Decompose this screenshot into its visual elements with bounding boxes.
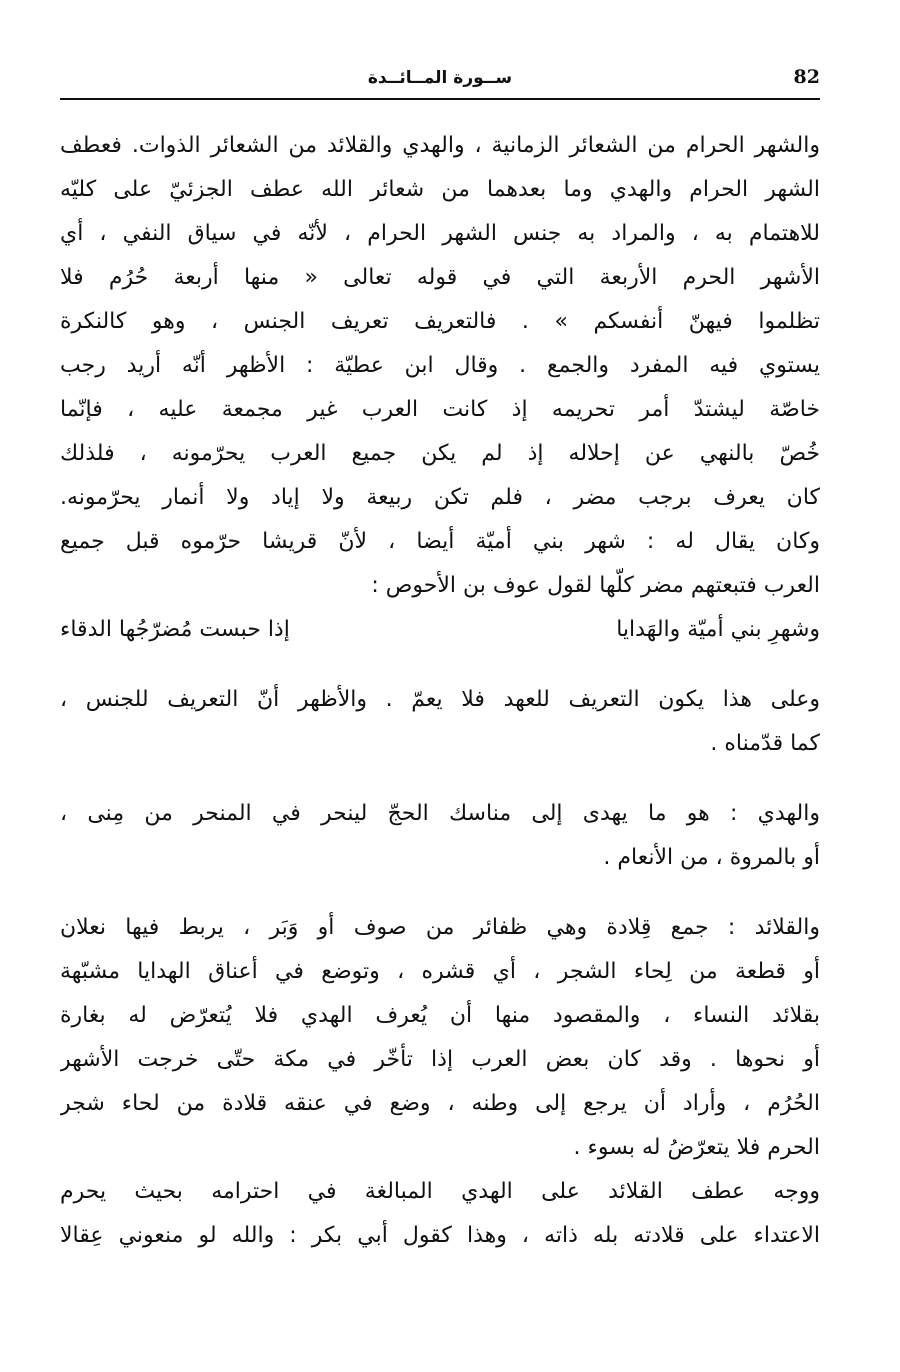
text-line: وعلى هذا يكون التعريف للعهد فلا يعمّ . والأظهر أنّ التعريف للجنس ، <box>60 687 820 712</box>
text-line: للاهتمام به ، والمراد به جنس الشهر الحرام ، لأنّه في سياق النفي ، أي <box>60 221 820 246</box>
text-line: الحُرُم ، وأراد أن يرجع إلى وطنه ، وضع في عنقه قلادة من لحاء شجر <box>60 1091 820 1116</box>
text-line: الحرم فلا يتعرّضُ له بسوء . <box>573 1135 820 1160</box>
text-line: والهدي : هو ما يهدى إلى مناسك الحجّ لينحر في المنحر من مِنى ، <box>60 801 820 826</box>
text-line: الاعتداء على قلادته بله ذاته ، وهذا كقول أبي بكر : والله لو منعوني عِقالا <box>60 1223 820 1248</box>
verse-first-hemistich: وشهرِ بني أميّة والهَدايا <box>616 617 820 642</box>
text-line: خاصّة ليشتدّ أمر تحريمه إذ كانت العرب غير مجمعة عليه ، فإنّما <box>60 397 820 422</box>
paragraph-shahr-haram <box>60 124 820 608</box>
running-header <box>60 60 820 98</box>
text-line: أو قطعة من لِحاء الشجر ، أي قشره ، وتوضع في أعناق الهدايا مشبّهة <box>60 959 820 984</box>
paragraph-gap <box>60 880 820 906</box>
paragraph-wajh <box>60 1170 820 1258</box>
body-text <box>60 124 820 1258</box>
text-line: أو نحوها . وقد كان بعض العرب إذا تأخّر في مكة حتّى خرجت الأشهر <box>60 1047 820 1072</box>
text-line: وكان يقال له : شهر بني أميّة أيضا ، لأنّ قريشا حرّموه قبل جميع <box>60 529 820 554</box>
text-line: بقلائد النساء ، والمقصود منها أن يُعرف الهدي فلا يُتعرّض له بغارة <box>60 1003 820 1028</box>
poetry-verse <box>60 608 820 652</box>
text-line: تظلموا فيهنّ أنفسكم » . فالتعريف تعريف الجنس ، وهو كالنكرة <box>60 309 820 334</box>
text-line: يستوي فيه المفرد والجمع . وقال ابن عطيّة : الأظهر أنّه أريد رجب <box>60 353 820 378</box>
text-line: أو بالمروة ، من الأنعام . <box>603 845 820 870</box>
text-line: والقلائد : جمع قِلادة وهي ظفائر من صوف أو وَبَر ، يربط فيها نعلان <box>60 915 820 940</box>
text-line: كان يعرف برجب مضر ، فلم تكن ربيعة ولا إياد ولا أنمار يحرّمونه. <box>60 485 820 510</box>
page-number: 82 <box>793 66 820 88</box>
surah-title: ســورة المــائــدة <box>367 68 513 88</box>
text-line: ووجه عطف القلائد على الهدي المبالغة في احترامه بحيث يحرم <box>60 1179 820 1204</box>
header-rule <box>60 98 820 100</box>
paragraph-gap <box>60 766 820 792</box>
verse-second-hemistich: إذا حبست مُضرّجُها الدقاء <box>60 617 290 642</box>
text-line: الأشهر الحرم الأربعة التي في قوله تعالى « منها أربعة حُرُم فلا <box>60 265 820 290</box>
text-line: كما قدّمناه . <box>710 731 820 756</box>
paragraph-qalaid <box>60 906 820 1170</box>
text-line: الشهر الحرام والهدي وما بعدهما من شعائر الله عطف الجزئيّ على كليّه <box>60 177 820 202</box>
text-line: والشهر الحرام من الشعائر الزمانية ، والهدي والقلائد من الشعائر الذوات. فعطف <box>60 133 820 158</box>
book-page <box>60 60 820 1248</box>
text-line: العرب فتبعتهم مضر كلّها لقول عوف بن الأحوص : <box>371 573 820 598</box>
paragraph-hady <box>60 792 820 880</box>
paragraph-gap <box>60 652 820 678</box>
text-line: خُصّ بالنهي عن إحلاله إذ لم يكن جميع العرب يحرّمونه ، فلذلك <box>60 441 820 466</box>
paragraph-tarif <box>60 678 820 766</box>
